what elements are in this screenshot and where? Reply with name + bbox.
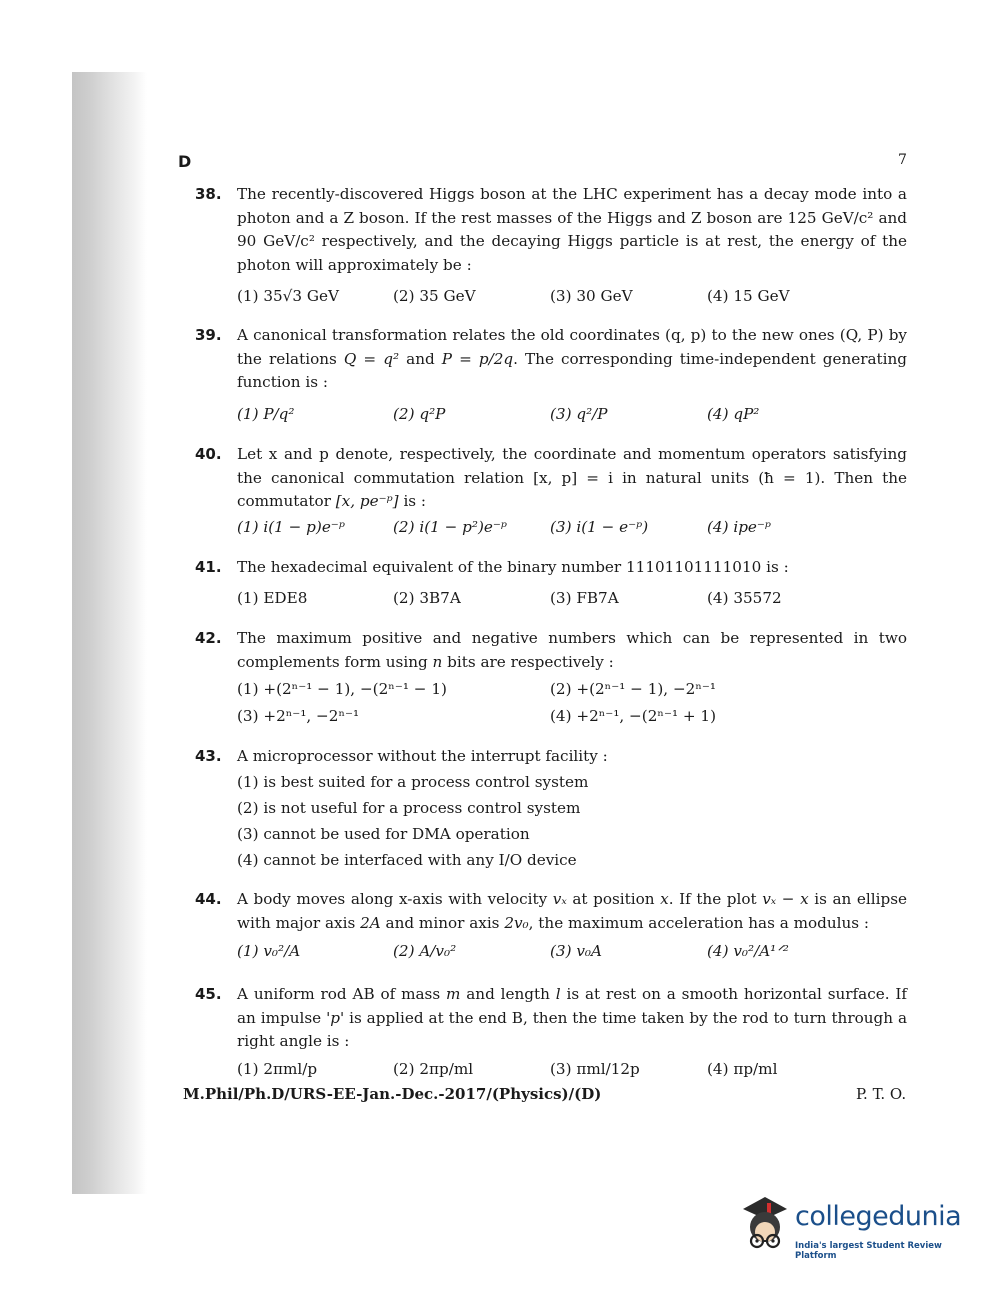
option-1: (1) P/q² — [237, 404, 295, 423]
question-40 — [195, 443, 907, 540]
option-4: (4) +2ⁿ⁻¹, −(2ⁿ⁻¹ + 1) — [550, 707, 717, 725]
options — [237, 587, 907, 611]
option-1: (1) EDE8 — [237, 588, 308, 607]
option-4: (4) qP² — [707, 404, 760, 423]
option-2: (2) q²P — [393, 404, 446, 423]
page-number: 7 — [898, 152, 907, 168]
relation-q: Q = q² — [343, 349, 400, 368]
logo-tagline: India's largest Student Review Platform — [795, 1241, 942, 1261]
question-number: 38. — [195, 185, 222, 203]
option-4: (4) 35572 — [707, 588, 782, 607]
question-text: The maximum positive and negative numbers which can be represented in two complements form using n bits are respectively : — [237, 629, 907, 671]
option-1: (1) 35√3 GeV — [237, 287, 339, 305]
question-text: A uniform rod AB of mass m and length l is at rest on a smooth horizontal surface. If an impulse 'p' is applied at the end B, then the time taken by the rod to turn through a right angle is : — [237, 985, 908, 1050]
question-number: 43. — [195, 747, 222, 765]
question-text: A canonical transformation relates the old coordinates (q, p) to the new ones (Q, P) by the relations Q = q² and P = p/2q. The corresponding time-independent generating function is : — [237, 326, 908, 391]
option-2: (2) A/v₀² — [393, 942, 457, 960]
question-text: A microprocessor without the interrupt facility : — [237, 747, 608, 765]
relation-p: P = p/2q — [441, 349, 514, 368]
logo-name: collegedunia — [795, 1201, 962, 1232]
question-text: The hexadecimal equivalent of the binary number 11101101111010 is : — [237, 558, 789, 576]
question-number: 41. — [195, 558, 222, 576]
question-45 — [195, 983, 907, 1082]
option-4: (4) v₀²/A¹ᐟ² — [707, 942, 789, 960]
question-44 — [195, 888, 907, 964]
option-4: (4) πp/ml — [707, 1059, 778, 1078]
options — [237, 678, 907, 732]
option-3: (3) q²/P — [550, 404, 608, 423]
options — [237, 516, 907, 540]
question-text: Let x and p denote, respectively, the coordinate and momentum operators satisfying the canonical commutation relation [x, p] = i in natural units (ħ = 1). Then the commutator [x, pe⁻ᵖ] is : — [237, 445, 907, 510]
option-3: (3) cannot be used for DMA operation — [237, 824, 530, 843]
option-3: (3) 30 GeV — [550, 287, 633, 305]
question-number: 45. — [195, 985, 222, 1003]
option-2: (2) 35 GeV — [393, 287, 476, 305]
options — [237, 285, 907, 309]
collegedunia-watermark — [735, 1195, 965, 1270]
option-1: (1) 2πml/p — [237, 1059, 318, 1078]
question-number: 40. — [195, 445, 222, 463]
option-3: (3) v₀A — [550, 942, 602, 960]
option-1: (1) v₀²/A — [237, 942, 301, 960]
options — [237, 1058, 907, 1082]
option-2: (2) 3B7A — [393, 588, 461, 607]
option-1: (1) i(1 − p)e⁻ᵖ — [237, 517, 345, 536]
option-3: (3) FB7A — [550, 588, 619, 607]
question-number: 42. — [195, 629, 222, 647]
options — [237, 940, 907, 964]
option-4: (4) cannot be interfaced with any I/O device — [237, 850, 577, 869]
question-text: The recently-discovered Higgs boson at the LHC experiment has a decay mode into a photon and a Z boson. If the rest masses of the Higgs and Z boson are 125 GeV/c² and 90 GeV/c² respectively, and the decaying Higgs particle is at rest, the energy of the photon will approximately be : — [237, 185, 907, 274]
question-text: A body moves along x-axis with velocity vₓ at position x. If the plot vₓ − x is an ellipse with major axis 2A and minor axis 2v₀, the maximum acceleration has a modulus : — [237, 890, 907, 932]
question-41 — [195, 556, 907, 611]
question-number: 39. — [195, 326, 222, 344]
commutator: [x, pe⁻ᵖ] — [335, 492, 399, 510]
question-38 — [195, 183, 907, 309]
option-1: (1) +(2ⁿ⁻¹ − 1), −(2ⁿ⁻¹ − 1) — [237, 680, 447, 698]
paper-code: M.Phil/Ph.D/URS-EE-Jan.-Dec.-2017/(Physics)/(D) — [183, 1085, 602, 1103]
option-3: (3) πml/12p — [550, 1059, 640, 1078]
option-2: (2) 2πp/ml — [393, 1059, 474, 1078]
mascot-icon — [735, 1195, 793, 1257]
option-4: (4) ipe⁻ᵖ — [707, 517, 771, 536]
option-4: (4) 15 GeV — [707, 287, 790, 305]
question-42 — [195, 627, 907, 732]
options — [237, 403, 907, 427]
question-number: 44. — [195, 890, 222, 908]
question-43 — [195, 745, 907, 873]
option-2: (2) +(2ⁿ⁻¹ − 1), −2ⁿ⁻¹ — [550, 680, 717, 698]
option-2: (2) i(1 − p²)e⁻ᵖ — [393, 517, 507, 536]
scan-shadow — [72, 72, 147, 1194]
option-2: (2) is not useful for a process control system — [237, 798, 581, 817]
question-series: D — [178, 152, 192, 171]
options — [237, 769, 907, 873]
pto-label: P. T. O. — [856, 1085, 907, 1103]
question-39 — [195, 324, 907, 427]
option-1: (1) is best suited for a process control system — [237, 772, 589, 791]
option-3: (3) i(1 − e⁻ᵖ) — [550, 517, 649, 536]
option-3: (3) +2ⁿ⁻¹, −2ⁿ⁻¹ — [237, 707, 360, 725]
